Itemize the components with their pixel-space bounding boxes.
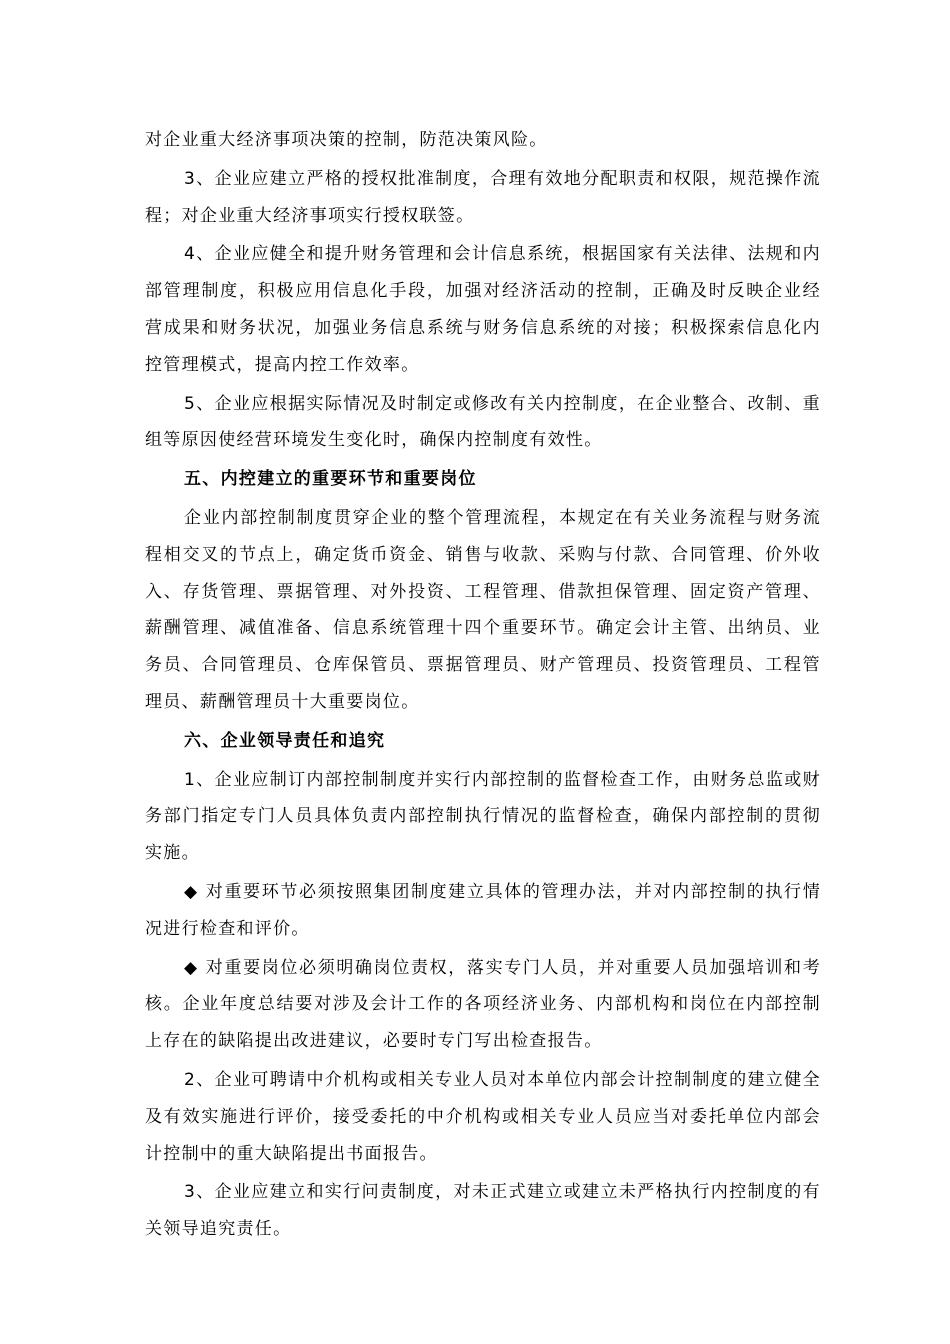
paragraph-item-2-intermediary: 2、企业可聘请中介机构或相关专业人员对本单位内部会计控制制度的建立健全及有效实施进行评价，接受委托的中介机构或相关专业人员应当对委托单位内部会计控制中的重大缺陷提出书面报告。 [145,1069,821,1164]
paragraph-key-links-and-positions: 企业内部控制制度贯穿企业的整个管理流程，本规定在有关业务流程与财务流程相交叉的节点上，确定货币资金、销售与收款、采购与付款、合同管理、价外收入、存货管理、票据管理、对外投资、工程管理、借款担保管理、固定资产管理、薪酬管理、减值准备、信息系统管理十四个重要环节。确定会计主管、出纳员、业务员、合同管理员、仓库保管员、票据管理员、财产管理员、投资管理员、工程管理员、薪酬管理员十大重要岗位。 [145,507,821,712]
paragraph-item-3-accountability: 3、企业应建立和实行问责制度，对未正式建立或建立未严格执行内控制度的有关领导追究责任。 [145,1182,821,1240]
paragraph-item-3-authorization: 3、企业应建立严格的授权批准制度，合理有效地分配职责和权限，规范操作流程；对企业重大经济事项实行授权联签。 [145,168,821,226]
bullet-paragraph-key-links: ◆ 对重要环节必须按照集团制度建立具体的管理办法，并对内部控制的执行情况进行检查和评价。 [145,881,821,939]
paragraph-continuation: 对企业重大经济事项决策的控制，防范决策风险。 [145,130,548,150]
paragraph-item-4-information-system: 4、企业应健全和提升财务管理和会计信息系统，根据国家有关法律、法规和内部管理制度，积极应用信息化手段，加强对经济活动的控制，正确及时反映企业经营成果和财务状况，加强业务信息系统与财务信息系统的对接；积极探索信息化内控管理模式，提高内控工作效率。 [145,244,821,375]
section-heading-five: 五、内控建立的重要环节和重要岗位 [184,469,477,490]
document-page [145,122,821,1250]
paragraph-item-1-supervision: 1、企业应制订内部控制制度并实行内部控制的监督检查工作，由财务总监或财务部门指定专门人员具体负责内部控制执行情况的监督检查，确保内部控制的贯彻实施。 [145,769,821,864]
bullet-paragraph-key-positions: ◆ 对重要岗位必须明确岗位责权，落实专门人员，并对重要人员加强培训和考核。企业年度总结要对涉及会计工作的各项经济业务、内部机构和岗位在内部控制上存在的缺陷提出改进建议，必要时专门写出检查报告。 [145,957,821,1052]
section-heading-six: 六、企业领导责任和追究 [184,730,386,751]
paragraph-item-5-revise-controls: 5、企业应根据实际情况及时制定或修改有关内控制度，在企业整合、改制、重组等原因使经营环境发生变化时，确保内控制度有效性。 [145,393,821,451]
